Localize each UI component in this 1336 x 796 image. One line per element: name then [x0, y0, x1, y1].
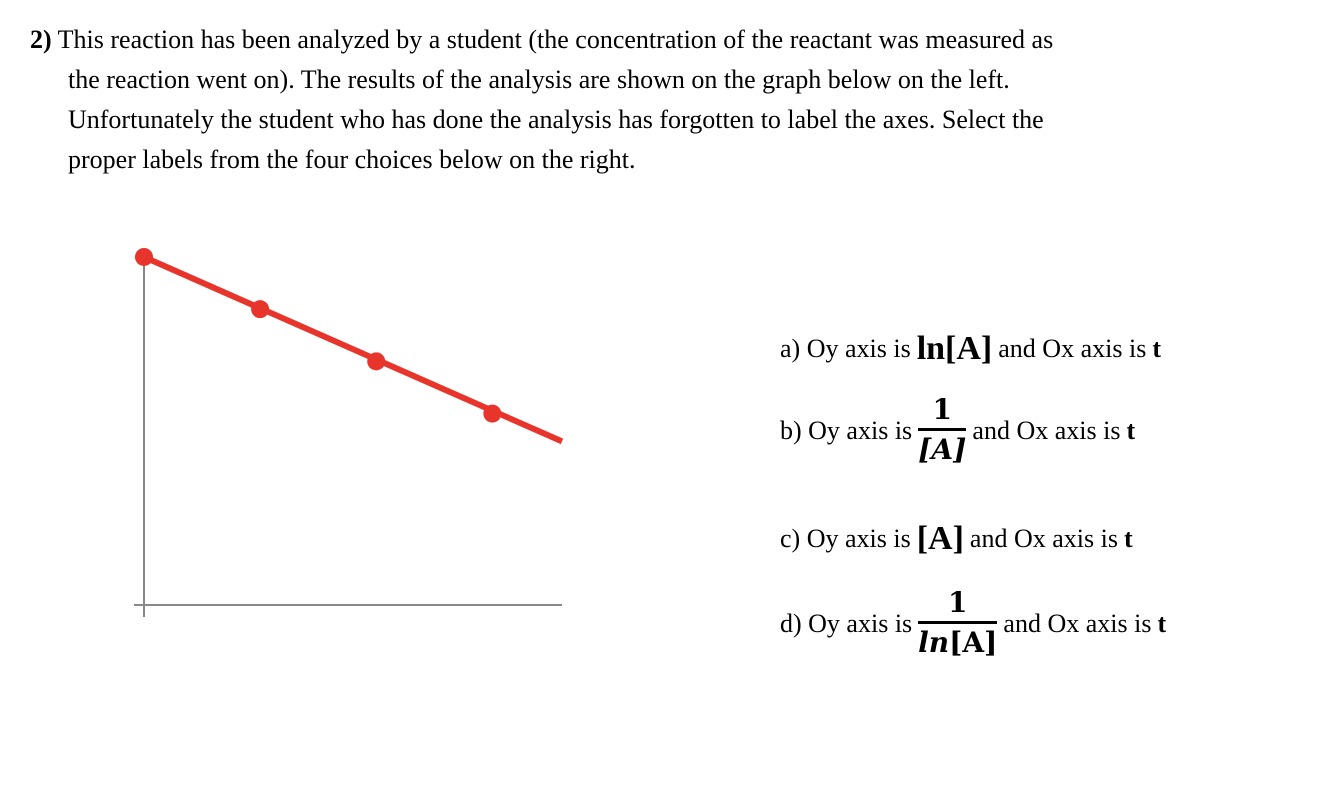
option-a[interactable]: a) Oy axis is ln[A] and Ox axis is t — [780, 330, 1161, 367]
question-line-1: 2) This reaction has been analyzed by a student (the concentration of the reactant was measured as — [30, 25, 1054, 54]
option-b[interactable]: b) Oy axis is $\frac{1}{[A]}$ and Ox axis is t — [780, 392, 1135, 469]
data-point-2 — [251, 300, 269, 318]
option-d[interactable]: d) Oy axis is $\frac{1}{\ln[A]}$ and Ox axis is t — [780, 585, 1166, 662]
question-line-4: proper labels from the four choices below on the right. — [68, 145, 636, 174]
question-line-2: the reaction went on). The results of the analysis are shown on the graph below on the left. — [68, 65, 1010, 94]
option-c-label: [A] — [916, 520, 964, 557]
option-d-fraction: $\frac{1}{\ln[A]}$ — [918, 586, 998, 659]
option-a-label: ln[A] — [916, 330, 993, 367]
question-line-3: Unfortunately the student who has done the analysis has forgotten to label the axes. Select the — [68, 105, 1044, 134]
data-point-3 — [367, 352, 385, 370]
data-point-1 — [135, 248, 153, 266]
option-c[interactable]: c) Oy axis is [A] and Ox axis is t — [780, 520, 1133, 557]
option-b-fraction: $\frac{1}{[A]}$ — [918, 393, 967, 466]
data-point-4 — [483, 405, 501, 423]
question-number: 2) — [30, 25, 52, 54]
